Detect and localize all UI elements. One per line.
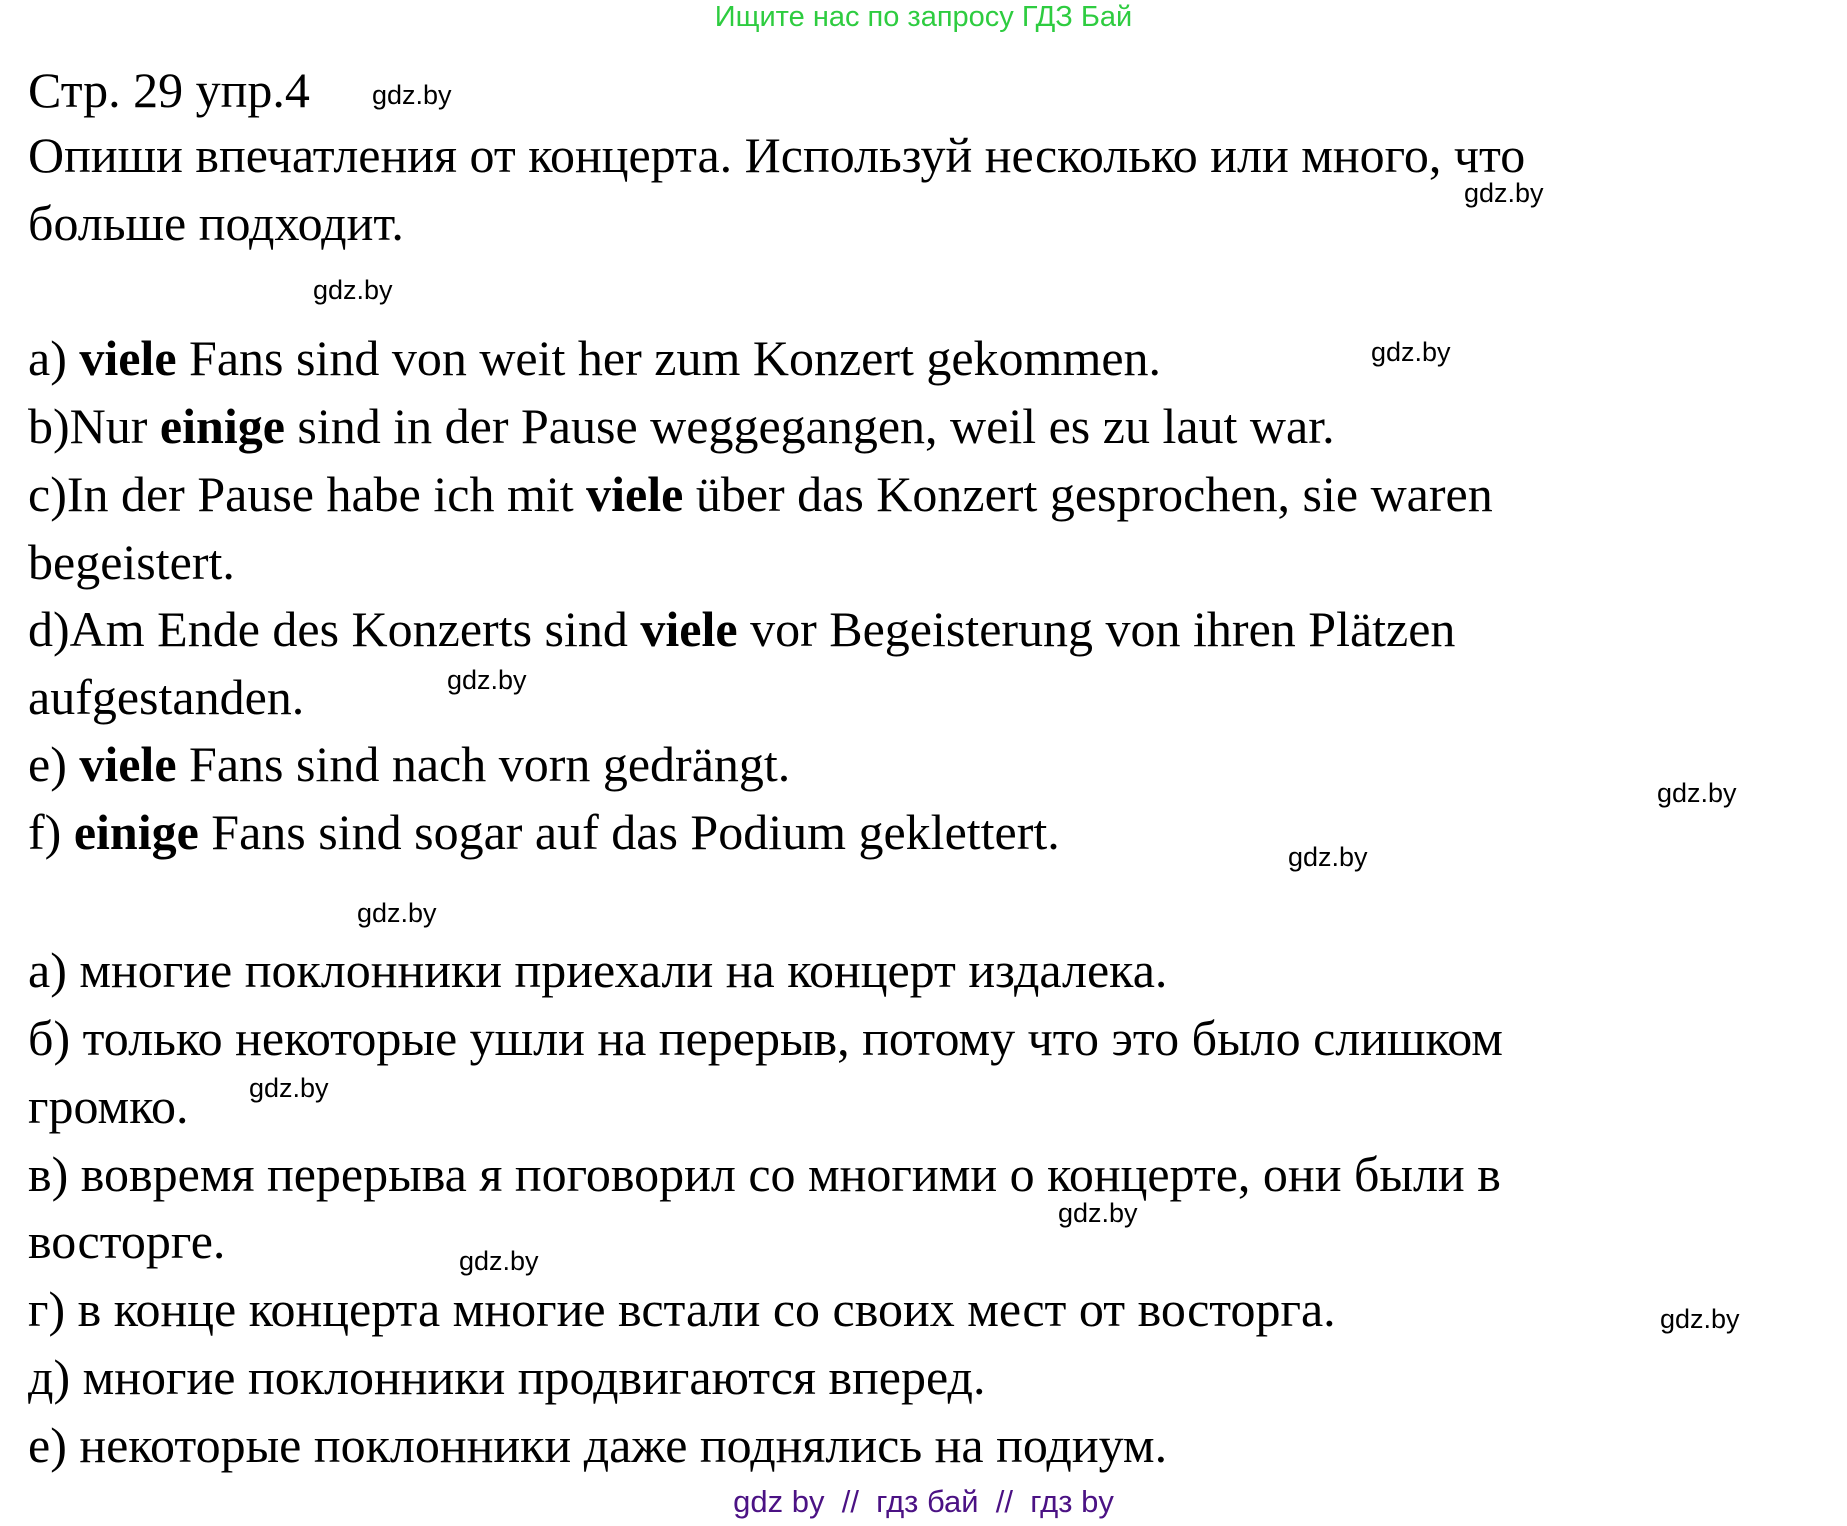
translation-line: восторге. [28,1213,226,1269]
text-segment: c)In der Pause habe ich mit [28,466,587,522]
answer-e [28,734,790,794]
text-segment: sind in der Pause weggegangen, weil es zu laut war. [284,398,1335,454]
text-segment: über das Konzert gesprochen, sie waren [683,466,1493,522]
text-segment: d)Am Ende des Konzerts sind [28,601,641,657]
exercise-title [28,60,310,120]
watermark: gdz.by [1657,778,1737,808]
translation-line: г) в конце концерта многие встали со своих мест от восторга. [28,1281,1336,1337]
watermark: gdz.by [1058,1198,1138,1228]
watermark: gdz.by [372,80,452,110]
top-banner: Ищите нас по запросу ГДЗ Бай [714,1,1133,33]
answer-word: viele [79,736,177,792]
answer-word: einige [159,398,285,454]
text-segment: vor Begeisterung von ihren Plätzen [737,601,1456,657]
watermark: gdz.by [249,1073,329,1103]
watermark: gdz.by [447,665,527,695]
answer-f [28,802,1060,862]
answer-b [28,396,1335,456]
answer-a [28,328,1161,388]
answer-word: viele [586,466,684,522]
task-line-2: больше подходит. [28,195,404,251]
text-segment: f) [28,804,74,860]
answer-word: viele [79,330,177,386]
task-line-1: Опиши впечатления от концерта. Используй несколько или много, что [28,127,1526,183]
translation-line: громко. [28,1078,189,1134]
answer-word: viele [640,601,738,657]
watermark: gdz.by [1288,842,1368,872]
answer-c [28,464,1493,524]
title-text: Стр. 29 упр.4 [28,62,310,118]
text-segment: e) [28,736,80,792]
text-segment: Fans sind von weit her zum Konzert gekommen. [176,330,1162,386]
watermark: gdz.by [357,898,437,928]
answer-d [28,599,1455,659]
watermark: gdz.by [313,275,393,305]
watermark: gdz.by [1660,1304,1740,1334]
watermark: gdz.by [459,1246,539,1276]
text-segment: Fans sind sogar auf das Podium geklettert. [198,804,1060,860]
watermark: gdz.by [1464,178,1544,208]
translation-line: а) многие поклонники приехали на концерт издалека. [28,942,1168,998]
footer-watermark: gdz by // гдз бай // гдз by [733,1484,1114,1519]
translation-line: б) только некоторые ушли на перерыв, потому что это было слишком [28,1010,1503,1066]
text-segment: a) [28,330,80,386]
answer-c-cont: begeistert. [28,534,235,590]
translation-line: в) вовремя перерыва я поговорил со многими о концерте, они были в [28,1146,1501,1202]
translation-line: д) многие поклонники продвигаются вперед. [28,1349,986,1405]
answer-d-cont: aufgestanden. [28,669,305,725]
answer-word: einige [73,804,199,860]
watermark: gdz.by [1371,337,1451,367]
translation-line: е) некоторые поклонники даже поднялись на подиум. [28,1417,1168,1473]
text-segment: Fans sind nach vorn gedrängt. [176,736,791,792]
text-segment: b)Nur [28,398,160,454]
